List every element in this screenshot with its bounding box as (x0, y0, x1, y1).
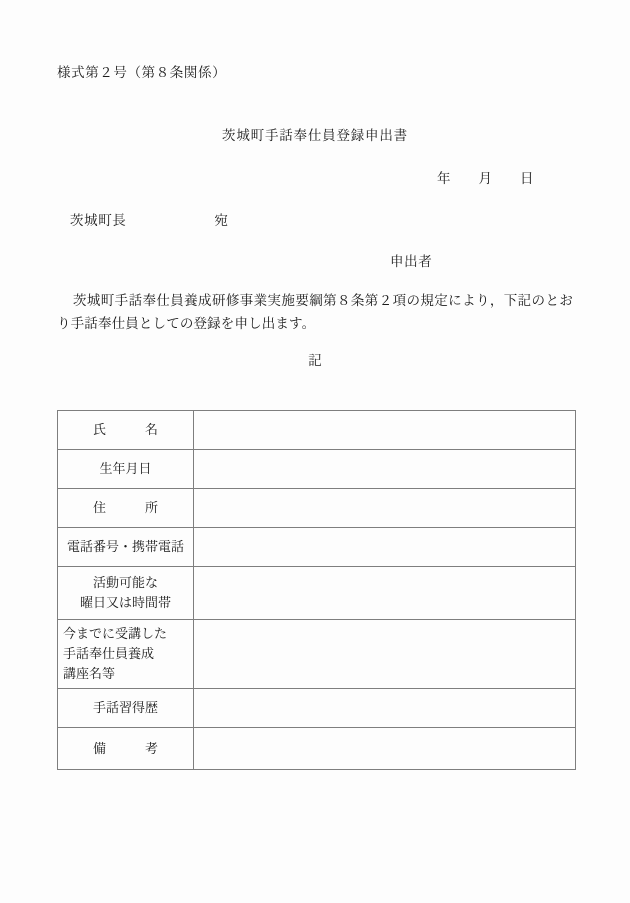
document-title: 茨城町手話奉仕員登録申出書 (222, 128, 408, 143)
row-label-birthdate (58, 450, 194, 489)
row-label-available-time (58, 567, 194, 620)
table-row (58, 689, 576, 728)
row-label-line: 手話習得歴 (92, 700, 158, 715)
form-number-label: 様式第２号（第８条関係） (57, 65, 227, 80)
row-label-line: 住 所 (92, 500, 158, 515)
row-label-address (58, 489, 194, 528)
table-row (58, 728, 576, 770)
ki-marker: 記 (308, 353, 322, 368)
addressee-line (70, 209, 228, 229)
table-row (58, 567, 576, 620)
row-label-phone (58, 528, 194, 567)
row-label-line: 今までに受講した (63, 626, 168, 641)
application-details-table (57, 410, 576, 770)
row-value-address[interactable] (194, 489, 576, 528)
row-label-line: 生年月日 (99, 461, 152, 476)
table-row (58, 450, 576, 489)
table-body (58, 411, 576, 770)
date-year-label: 年 (437, 171, 451, 186)
row-label-line: 講座名等 (63, 666, 116, 681)
row-value-phone[interactable] (194, 528, 576, 567)
table-row (58, 620, 576, 689)
row-label-line: 曜日又は時間帯 (79, 595, 171, 610)
applicant-label: 申出者 (390, 254, 433, 269)
row-value-remarks[interactable] (194, 728, 576, 770)
table-row (58, 411, 576, 450)
table-row (58, 528, 576, 567)
row-label-line: 備 考 (92, 740, 158, 756)
table-row (58, 489, 576, 528)
row-value-birthdate[interactable] (194, 450, 576, 489)
body-paragraph: 茨城町手話奉仕員養成研修事業実施要綱第８条第２項の規定により，下記のとおり手話奉仕員としての登録を申し出ます。 (57, 293, 573, 331)
row-label-line: 氏 名 (92, 422, 158, 437)
row-label-line: 手話奉仕員養成 (63, 646, 155, 661)
row-value-courses-taken[interactable] (194, 620, 576, 689)
addressee-name: 茨城町長 (70, 213, 127, 228)
row-value-available-time[interactable] (194, 567, 576, 620)
date-day-label: 日 (520, 171, 534, 186)
row-label-signlang-history (58, 689, 194, 728)
row-label-courses-taken (58, 620, 194, 689)
addressee-suffix: 宛 (214, 213, 228, 228)
row-label-name (58, 411, 194, 450)
row-label-line: 活動可能な (92, 575, 158, 590)
row-value-signlang-history[interactable] (194, 689, 576, 728)
row-label-line: 電話番号・携帯電話 (66, 539, 184, 554)
date-month-label: 月 (478, 171, 492, 186)
row-value-name[interactable] (194, 411, 576, 450)
row-label-remarks (58, 728, 194, 770)
